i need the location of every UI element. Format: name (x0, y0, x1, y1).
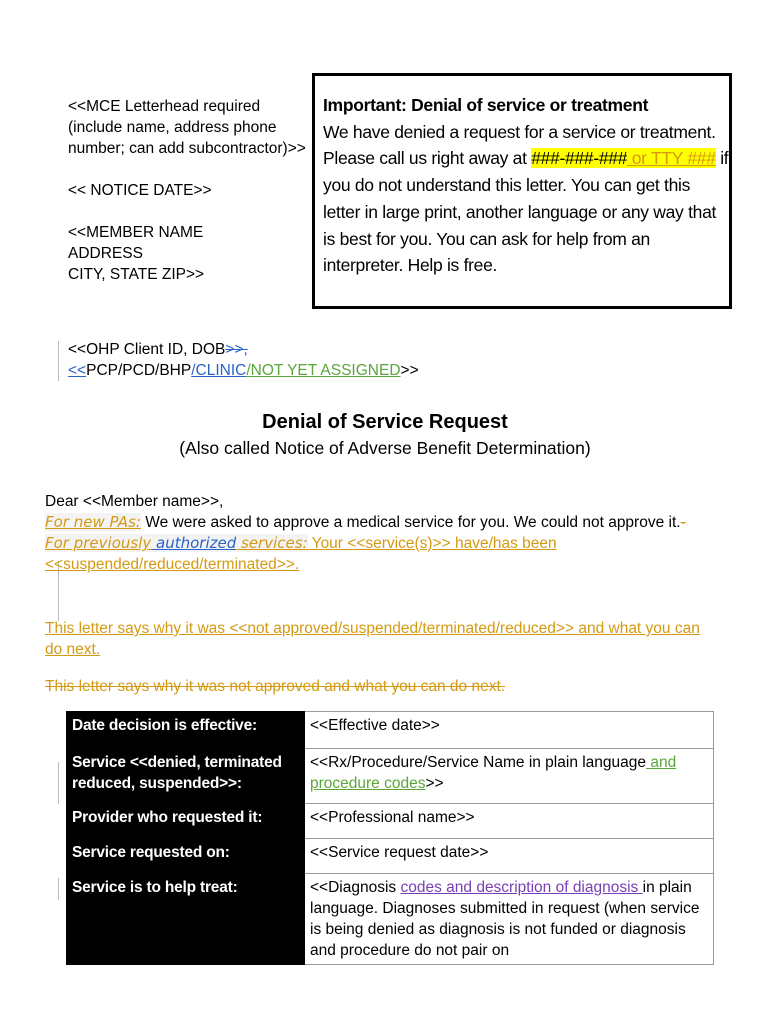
not-yet-assigned: /NOT YET ASSIGNED (246, 362, 401, 379)
prev-auth-text: Your <<service(s)>> have/has been <<suspended/reduced/terminated>>. (45, 535, 557, 573)
row-value (305, 749, 714, 804)
prev-auth-label-b: authorized (151, 534, 237, 552)
diagnosis-text: in plain language. Diagnoses submitted in request (when service is being denied as diagnosis is not funded or diagnosis and procedure do not pair on (310, 879, 700, 959)
table-row (67, 712, 714, 749)
phone-number: ###-###-### (531, 148, 628, 169)
service-close: >> (425, 775, 444, 792)
letterhead-block (68, 96, 308, 285)
decision-details-table (66, 711, 714, 965)
new-pa-text: We were asked to approve a medical service for you. We could not approve it. (140, 514, 681, 531)
change-bar (58, 762, 59, 804)
row-label: Date decision is effective: (67, 712, 305, 749)
client-id-dob: <<OHP Client ID, DOB (68, 341, 226, 358)
table-row (67, 874, 714, 965)
change-bar (58, 878, 59, 900)
greeting: Dear <<Member name>>, (45, 493, 224, 510)
member-city-state: CITY, STATE ZIP>> (68, 266, 205, 283)
row-value: <<Effective date>> (305, 712, 714, 749)
new-pa-dash: - (680, 514, 686, 531)
body-paragraph-1 (45, 491, 705, 575)
member-address (68, 222, 308, 285)
notice-text-continued: if you do not understand this letter. You can get this letter in large print, another language or any way that is best for you. You can ask for help from an interpreter. Help is free. (323, 148, 729, 276)
member-name: <<MEMBER NAME (68, 224, 204, 241)
client-id-close: >>, (225, 341, 248, 358)
table-row (67, 804, 714, 839)
clinic-label: /CLINIC (191, 362, 247, 379)
pcp-label: PCP/PCD/BHP (86, 362, 192, 379)
service-name: <<Rx/Procedure/Service Name in plain language (310, 754, 647, 771)
row-value (305, 874, 714, 965)
table-row (67, 749, 714, 804)
new-pa-label: For new PAs: (45, 513, 141, 531)
row-label: Service requested on: (67, 839, 305, 874)
row-label: Service <<denied, terminated reduced, suspended>>: (67, 749, 305, 804)
procedure-codes: and procedure codes (310, 754, 677, 792)
row-value: <<Service request date>> (305, 839, 714, 874)
row-value: <<Professional name>> (305, 804, 714, 839)
tty-number: or TTY ### (627, 148, 716, 169)
document-title: Denial of Service Request (262, 411, 508, 433)
row-label: Service is to help treat: (67, 874, 305, 965)
change-bar (58, 341, 59, 381)
diagnosis-open: <<Diagnosis (310, 879, 401, 896)
important-notice-box (312, 73, 732, 309)
struck-letter-line: This letter says why it was not approved and what you can do next. (45, 678, 506, 695)
this-letter-says: This letter says why it was <<not approved/suspended/terminated/reduced>> and what you can do next. (45, 620, 700, 658)
diagnosis-codes: codes and description of diagnosis (400, 879, 643, 896)
pcp-open: << (68, 362, 87, 379)
notice-text: We have denied a request for a service or treatment. Please call us right away at (323, 121, 716, 169)
notice-title: Important: Denial of service or treatment (323, 95, 649, 115)
row-label: Provider who requested it: (67, 804, 305, 839)
mce-letterhead: <<MCE Letterhead required (include name, address phone number; can add subcontractor)>> (68, 98, 306, 157)
prev-auth-label-a: For previously (45, 534, 152, 552)
member-address-line: ADDRESS (68, 245, 143, 262)
pcp-close: >> (400, 362, 419, 379)
client-id-block (68, 339, 419, 381)
table-row (67, 839, 714, 874)
notice-date: << NOTICE DATE>> (68, 182, 212, 199)
prev-auth-label-c: services: (236, 534, 308, 552)
document-subtitle: (Also called Notice of Adverse Benefit Determination) (179, 438, 591, 458)
